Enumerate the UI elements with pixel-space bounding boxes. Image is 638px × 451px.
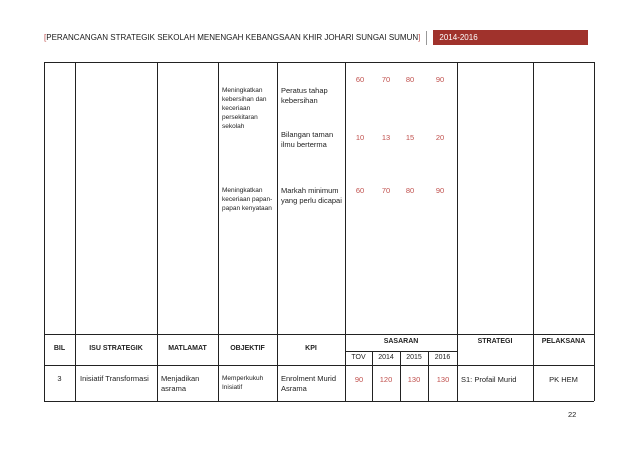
- header-kpi: KPI: [305, 345, 317, 352]
- kpi-cell: Peratus tahap kebersihan: [281, 86, 328, 105]
- bracket-open: [: [44, 32, 47, 42]
- header-matlamat: MATLAMAT: [168, 345, 207, 352]
- col-border: [345, 62, 346, 401]
- row-sasaran-value: 130: [436, 375, 450, 384]
- row-kpi: Enrolment Murid Asrama: [281, 374, 337, 393]
- row-isu-strategik: Inisiatif Transformasi: [80, 374, 149, 383]
- header-year: 2015: [406, 354, 422, 361]
- kpi-cell: Bilangan taman ilmu berterma: [281, 130, 334, 149]
- row-sasaran-value: 90: [354, 375, 364, 384]
- header-year: 2014: [378, 354, 394, 361]
- sasaran-value: 80: [405, 75, 415, 84]
- kpi-cell: Markah minimum yang perlu dicapai: [281, 186, 342, 205]
- sasaran-sub-divider: [345, 351, 457, 352]
- col-border: [457, 62, 458, 401]
- sasaran-value: 90: [435, 75, 445, 84]
- sasaran-value: 60: [355, 75, 365, 84]
- table-top-border: [44, 62, 594, 63]
- header-row-top-border: [44, 334, 594, 335]
- sasaran-value: 90: [435, 186, 445, 195]
- header-row-bottom-border: [44, 365, 594, 366]
- objektif-cell: Meningkatkan kebersihan dan keceriaan persekitaran sekolah: [222, 87, 267, 130]
- row-pelaksana: PK HEM: [549, 375, 578, 384]
- objektif-cell: Meningkatkan keceriaan papan-papan kenyataan: [222, 187, 273, 212]
- sasaran-value: 13: [381, 133, 391, 142]
- row-bil: 3: [57, 374, 62, 383]
- table-bottom-border: [44, 401, 594, 402]
- title-text: PERANCANGAN STRATEGIK SEKOLAH MENENGAH KEBANGSAAN KHIR JOHARI SUNGAI SUMUN: [46, 32, 419, 42]
- header-isu-strategik: ISU STRATEGIK: [89, 345, 143, 352]
- header-sasaran: SASARAN: [383, 338, 419, 345]
- sasaran-value: 70: [381, 186, 391, 195]
- sasaran-value: 80: [405, 186, 415, 195]
- header-year: 2016: [434, 354, 451, 361]
- sasaran-value: 20: [435, 133, 445, 142]
- col-border: [594, 62, 595, 401]
- year-range: 2014-2016: [433, 30, 588, 45]
- sasaran-value: 10: [355, 133, 365, 142]
- sasaran-value: 70: [381, 75, 391, 84]
- row-sasaran-value: 120: [379, 375, 393, 384]
- header-year: TOV: [351, 354, 366, 361]
- sasaran-value: 15: [405, 133, 415, 142]
- row-objektif: Memperkukuh Inisiatif: [222, 375, 264, 391]
- page-header: [44, 30, 588, 45]
- row-sasaran-value: 130: [407, 375, 421, 384]
- header-strategi: STRATEGI: [477, 338, 513, 345]
- document-title: [44, 31, 427, 45]
- row-strategi: S1: Profail Murid: [461, 375, 517, 384]
- bracket-close: ]: [418, 32, 421, 42]
- col-border: [533, 62, 534, 401]
- row-matlamat: Menjadikan asrama: [161, 374, 200, 393]
- header-pelaksana: PELAKSANA: [541, 338, 586, 345]
- header-bil: BIL: [53, 345, 66, 352]
- page-number: 22: [568, 410, 577, 419]
- header-objektif: OBJEKTIF: [230, 345, 265, 352]
- sasaran-value: 60: [355, 186, 365, 195]
